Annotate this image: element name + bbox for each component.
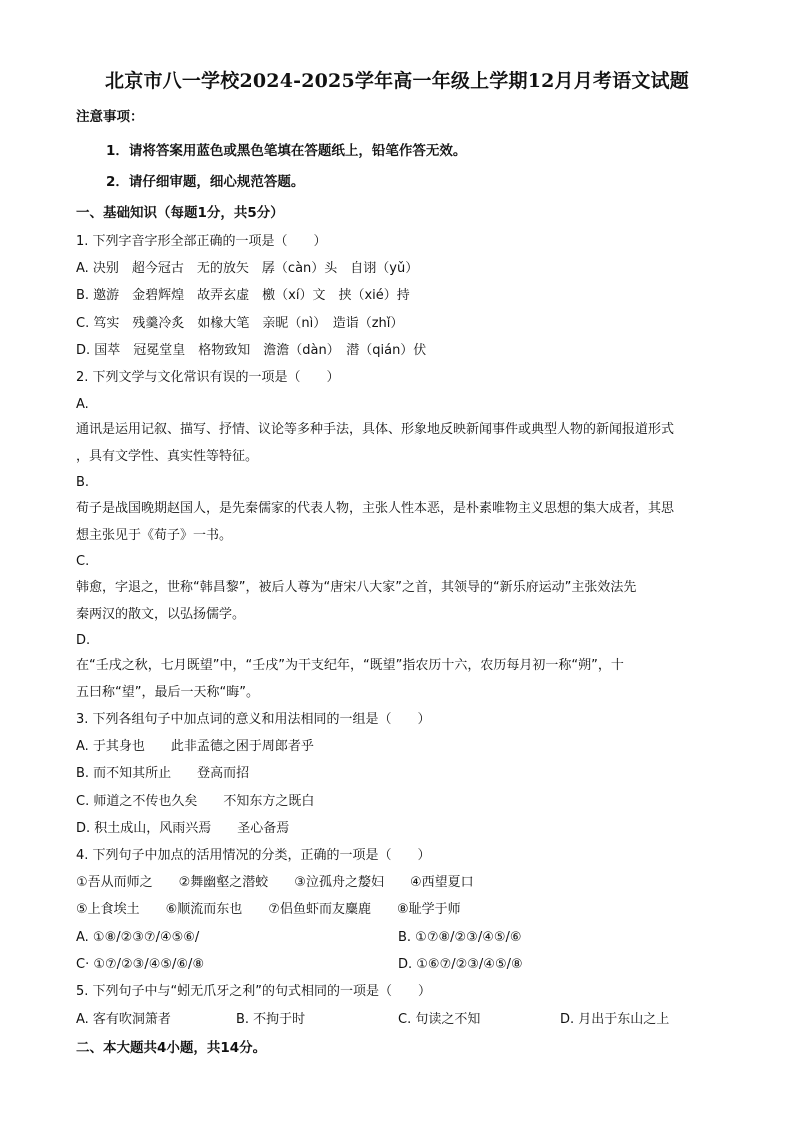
notice-heading: 注意事项： [76, 109, 144, 125]
q2-b-text-1: 荀子是战国晚期赵国人，是先秦儒家的代表人物，主张人性本恶，是朴素唯物主义思想的集大成者，其思 [76, 501, 675, 516]
q2-d-text-2: 五曰称“望”，最后一天称“晦”。 [76, 685, 259, 700]
q3-option-a: A. 于其身也 此非孟德之困于周郎者乎 [76, 739, 314, 754]
q4-sentences-row-2: ⑤上食埃土 ⑥顺流而东也 ⑦侣鱼虾而友麋鹿 ⑧耻学于师 [76, 902, 461, 917]
q5-option-c: C. 句读之不知 [398, 1012, 481, 1027]
section2-heading: 二、本大题共4小题，共14分。 [76, 1040, 267, 1056]
q2-c-text-1: 韩愈，字退之，世称“韩昌黎”，被后人尊为“唐宋八大家”之首，其领导的“新乐府运动”主张效法先 [76, 580, 637, 595]
q1-option-a: A. 决别 超今冠古 无的放矢 孱（càn）头 自诩（yǔ） [76, 261, 419, 276]
q5-option-b: B. 不拘于时 [236, 1012, 306, 1027]
q2-d-label: D. [76, 633, 91, 648]
q2-a-text-1: 通讯是运用记叙、描写、抒情、议论等多种手法，具体、形象地反映新闻事件或典型人物的新闻报道形式 [76, 422, 675, 437]
q3-option-b: B. 而不知其所止 登高而招 [76, 766, 250, 781]
page-title: 北京市八一学校2024-2025学年高一年级上学期12月月考语文试题 [105, 70, 689, 92]
q2-b-text-2: 想主张见于《荀子》一书。 [76, 528, 233, 543]
q5-stem: 5. 下列句子中与“蚓无爪牙之利”的句式相同的一项是（ ） [76, 984, 432, 999]
q3-option-c: C. 师道之不传也久矣 不知东方之既白 [76, 794, 315, 809]
q1-option-c: C. 笃实 残羹冷炙 如椽大笔 亲昵（nì） 造诣（zhǐ） [76, 316, 404, 331]
q2-stem: 2. 下列文学与文化常识有误的一项是（ ） [76, 370, 340, 385]
q2-c-label: C. [76, 554, 90, 569]
q3-stem: 3. 下列各组句子中加点词的意义和用法相同的一组是（ ） [76, 712, 431, 727]
q1-option-d: D. 国萃 冠冕堂皇 格物致知 澹澹（dàn） 潜（qián）伏 [76, 343, 427, 358]
q2-c-text-2: 秦两汉的散文，以弘扬儒学。 [76, 607, 246, 622]
q2-a-label: A. [76, 397, 89, 412]
q4-sentences-row-1: ①吾从而师之 ②舞幽壑之潜蛟 ③泣孤舟之嫠妇 ④西望夏口 [76, 875, 474, 890]
q4-option-b: B. ①⑦⑧/②③/④⑤/⑥ [398, 930, 522, 945]
q5-option-d: D. 月出于东山之上 [560, 1012, 670, 1027]
notice-item-1: 1．请将答案用蓝色或黑色笔填在答题纸上，铅笔作答无效。 [106, 143, 467, 159]
section1-heading: 一、基础知识（每题1分，共5分） [76, 205, 284, 221]
q2-a-text-2: ，具有文学性、真实性等特征。 [76, 449, 259, 464]
q1-option-b: B. 邀游 金碧辉煌 故弄玄虚 檄（xí）文 挟（xié）持 [76, 288, 410, 303]
q3-option-d: D. 积土成山，风雨兴焉 圣心备焉 [76, 821, 290, 836]
q2-d-text-1: 在“壬戌之秋，七月既望”中，“壬戌”为干支纪年，“既望”指农历十六，农历每月初一称“朔”，十 [76, 658, 624, 673]
q4-option-d: D. ①⑥⑦/②③/④⑤/⑧ [398, 957, 523, 972]
q4-option-a: A. ①⑧/②③⑦/④⑤⑥/ [76, 930, 200, 945]
q1-stem: 1. 下列字音字形全部正确的一项是（ ） [76, 234, 327, 249]
q4-option-c: C· ①⑦/②③/④⑤/⑥/⑧ [76, 957, 205, 972]
notice-item-2: 2．请仔细审题，细心规范答题。 [106, 174, 305, 190]
q2-b-label: B. [76, 475, 90, 490]
q4-stem: 4. 下列句子中加点的活用情况的分类，正确的一项是（ ） [76, 848, 431, 863]
q5-option-a: A. 客有吹洞箫者 [76, 1012, 171, 1027]
